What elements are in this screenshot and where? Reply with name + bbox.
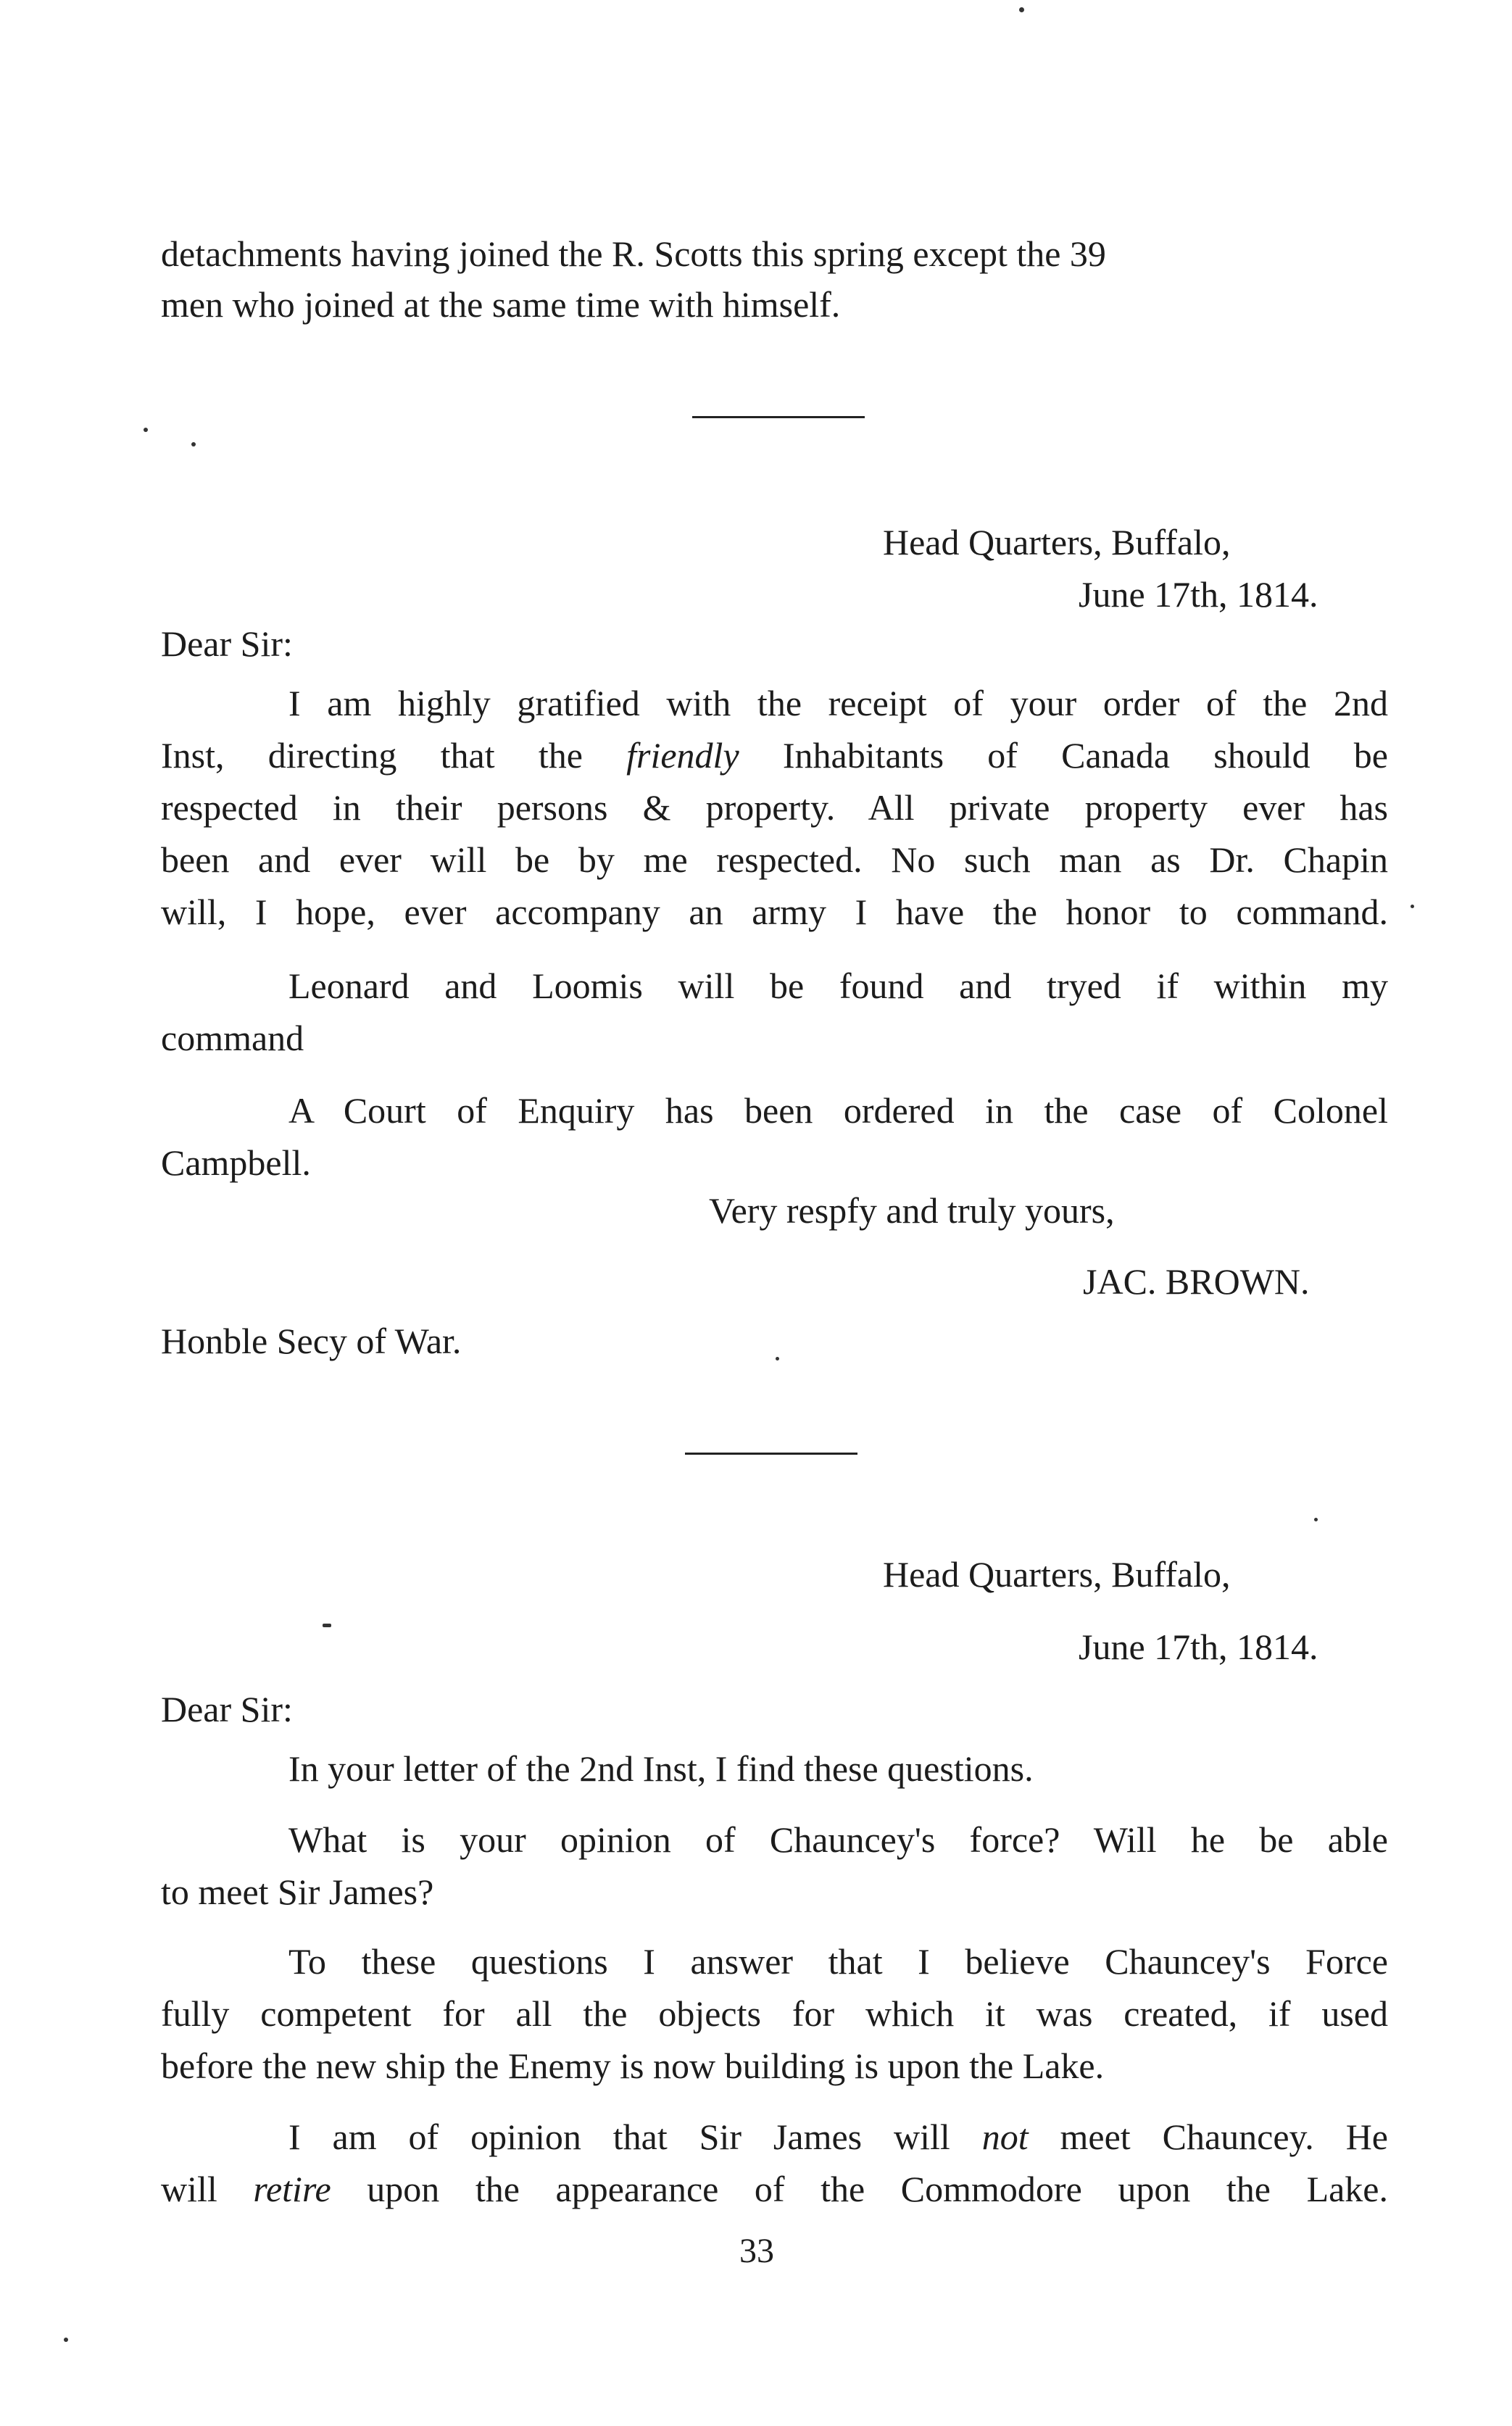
speck-top xyxy=(1019,7,1024,12)
page-number: 33 xyxy=(739,2232,774,2270)
letter2-heading-date: June 17th, 1814. xyxy=(1079,1627,1318,1667)
letter2-p3-line3: before the new ship the Enemy is now building is upon the Lake. xyxy=(161,2045,1105,2086)
speck-right2 xyxy=(1314,1518,1318,1521)
letter1-heading-date: June 17th, 1814. xyxy=(1079,574,1318,615)
speck-left2 xyxy=(191,442,196,446)
letter2-p4-line1: I am of opinion that Sir James will not meet Chauncey. He xyxy=(288,2116,1388,2157)
letter1-p2-line1: Leonard and Loomis will be found and tryed if within my xyxy=(288,965,1388,1006)
letter1-p1-line1: I am highly gratified with the receipt of your order of the 2nd xyxy=(288,683,1388,723)
letter2-salutation: Dear Sir: xyxy=(161,1689,293,1729)
emphasis-not: not xyxy=(981,2116,1029,2157)
speck-dash xyxy=(323,1624,331,1627)
fragment-line-2: men who joined at the same time with himself. xyxy=(161,284,841,325)
letter1-p1-line3: respected in their persons & property. All private property ever has xyxy=(161,787,1388,828)
speck-bottom xyxy=(64,2338,68,2342)
letter1-p3-line2: Campbell. xyxy=(161,1142,311,1183)
emphasis-retire: retire xyxy=(253,2169,331,2209)
speck-right xyxy=(1411,905,1414,908)
letter1-salutation: Dear Sir: xyxy=(161,623,293,664)
emphasis-friendly: friendly xyxy=(626,735,739,776)
fragment-line-1: detachments having joined the R. Scotts this spring except the 39 xyxy=(161,233,1106,274)
letter2-p1: In your letter of the 2nd Inst, I find these questions. xyxy=(288,1748,1034,1789)
letter1-addressee: Honble Secy of War. xyxy=(161,1321,462,1361)
section-divider-1 xyxy=(692,416,865,418)
letter2-heading-place: Head Quarters, Buffalo, xyxy=(883,1554,1231,1595)
letter2-p3-line2: fully competent for all the objects for which it was created, if used xyxy=(161,1993,1388,2034)
letter1-closing: Very respfy and truly yours, xyxy=(709,1190,1115,1231)
speck-mid xyxy=(776,1357,779,1361)
section-divider-2 xyxy=(685,1453,857,1455)
letter1-p2-line2: command xyxy=(161,1018,304,1058)
letter1-heading-place: Head Quarters, Buffalo, xyxy=(883,522,1231,562)
letter2-p3-line1: To these questions I answer that I believe Chauncey's Force xyxy=(288,1941,1388,1982)
letter2-p4-line2: will retire upon the appearance of the Commodore upon the Lake. xyxy=(161,2169,1388,2209)
letter1-p1-line5: will, I hope, ever accompany an army I have the honor to command. xyxy=(161,892,1388,932)
letter2-p2-line1: What is your opinion of Chauncey's force? Will he be able xyxy=(288,1819,1388,1860)
letter1-p1-line2: Inst, directing that the friendly Inhabitants of Canada should be xyxy=(161,735,1388,776)
letter1-p3-line1: A Court of Enquiry has been ordered in the case of Colonel xyxy=(288,1090,1388,1131)
speck-left xyxy=(144,428,148,432)
letter1-p1-line4: been and ever will be by me respected. No such man as Dr. Chapin xyxy=(161,839,1388,880)
letter2-p2-line2: to meet Sir James? xyxy=(161,1872,434,1912)
letter1-signature: JAC. BROWN. xyxy=(1083,1261,1310,1302)
